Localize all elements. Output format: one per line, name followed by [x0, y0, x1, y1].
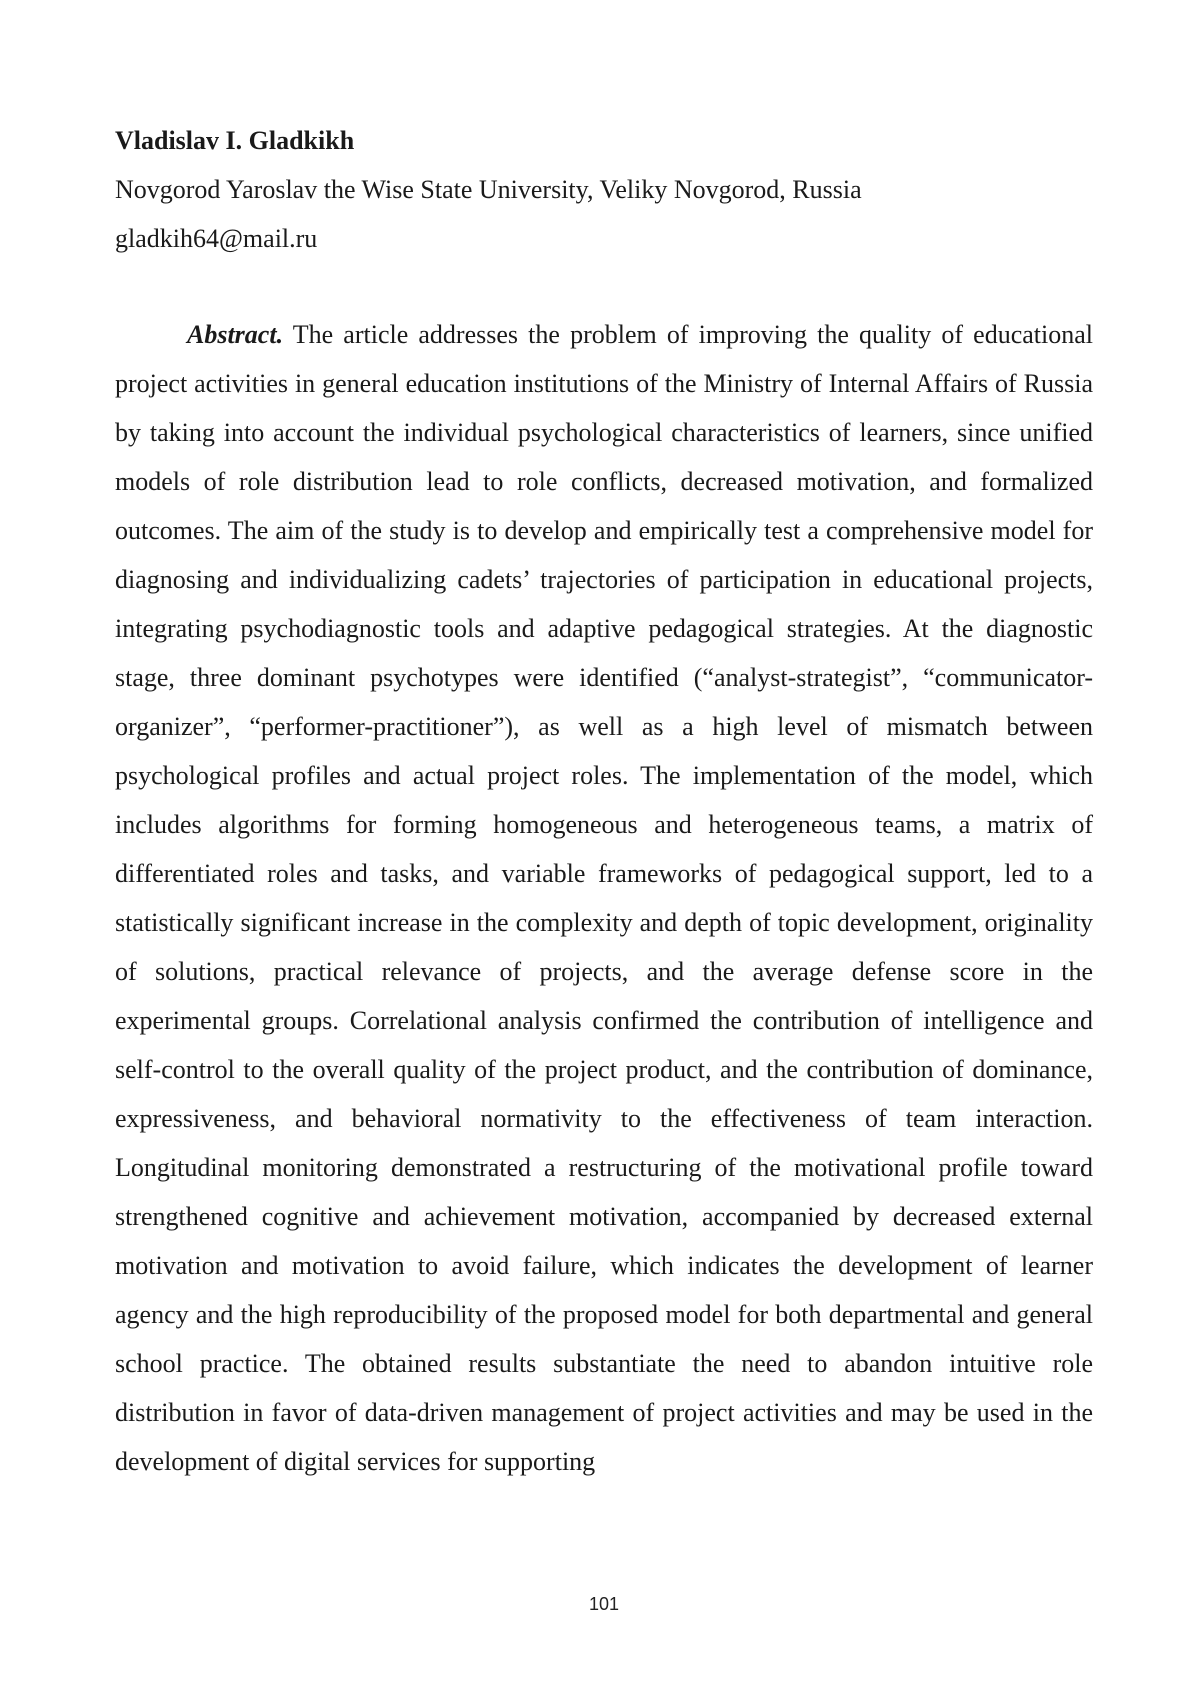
author-block	[115, 116, 1093, 263]
document-page	[115, 0, 1093, 1698]
author-name: Vladislav I. Gladkikh	[115, 126, 355, 155]
author-email: gladkih64@mail.ru	[115, 224, 318, 253]
author-affiliation: Novgorod Yaroslav the Wise State University, Veliky Novgorod, Russia	[115, 175, 862, 204]
abstract-label: Abstract.	[187, 320, 284, 349]
abstract-text: The article addresses the problem of improving the quality of educational project activities in general education institutions of the Ministry of Internal Affairs of Russia by taking into account the individual psychological characteristics of learners, since unified models of role distribution lead to role conflicts, decreased motivation, and formalized outcomes. The aim of the study is to develop and empirically test a comprehensive model for diagnosing and individualizing cadets’ trajectories of participation in educational projects, integrating psychodiagnostic tools and adaptive pedagogical strategies. At the diagnostic stage, three dominant psychotypes were identified (“analyst-strategist”, “communicator-organizer”, “performer-practitioner”), as well as a high level of mismatch between psychological profiles and actual project roles. The implementation of the model, which includes algorithms for forming homogeneous and heterogeneous teams, a matrix of differentiated roles and tasks, and variable frameworks of pedagogical support, led to a statistically significant increase in the complexity and depth of topic development, originality of solutions, practical relevance of projects, and the average defense score in the experimental groups. Correlational analysis confirmed the contribution of intelligence and self-control to the overall quality of the project product, and the contribution of dominance, expressiveness, and behavioral normativity to the effectiveness of team interaction. Longitudinal monitoring demonstrated a restructuring of the motivational profile toward strengthened cognitive and achievement motivation, accompanied by decreased external motivation and motivation to avoid failure, which indicates the development of learner agency and the high reproducibility of the proposed model for both departmental and general school practice. The obtained results substantiate the need to abandon intuitive role distribution in favor of data-driven management of project activities and may be used in the development of digital services for supporting	[115, 320, 1093, 1476]
page-number: 101	[588, 1594, 620, 1614]
abstract-paragraph	[115, 310, 1093, 1486]
